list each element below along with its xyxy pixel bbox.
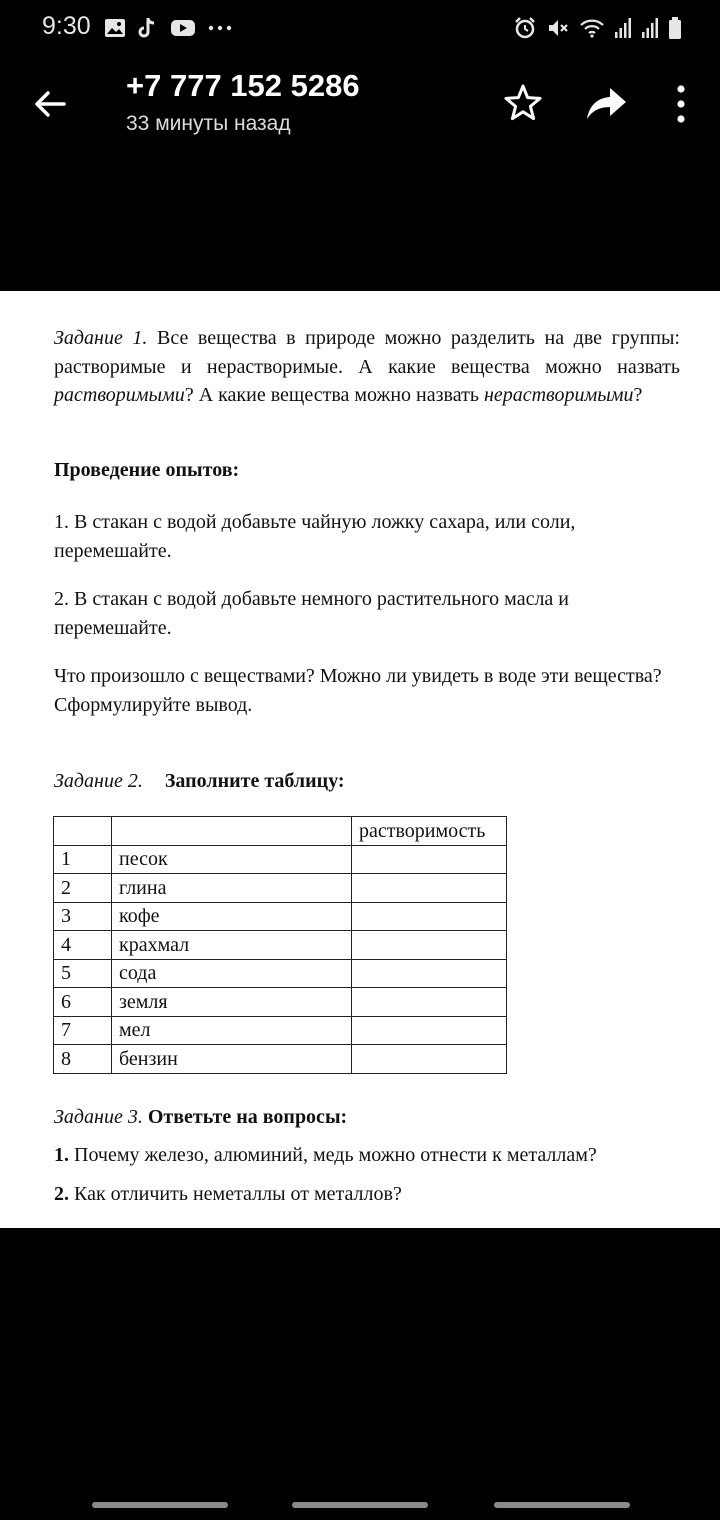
task1-italic-b: нерастворимыми: [483, 384, 634, 406]
nav-home-button[interactable]: [292, 1502, 428, 1508]
signal-icon: [641, 17, 659, 39]
table-row: [54, 931, 507, 960]
solubility-cell: [352, 902, 507, 931]
task3-question-2: [54, 1180, 680, 1209]
solubility-cell: [352, 959, 507, 988]
solubility-cell: [352, 988, 507, 1017]
solubility-cell: [352, 1016, 507, 1045]
experiment-step-1: 1. В стакан с водой добавьте чайную ложку сахара, или соли, перемешайте.: [54, 511, 576, 562]
message-time: 33 минуты назад: [126, 112, 291, 135]
gallery-icon: [104, 18, 126, 38]
task1-text-b: ? А какие вещества можно назвать: [184, 384, 484, 406]
task1-italic-a: растворимыми: [54, 384, 185, 406]
substance-name: земля: [112, 988, 352, 1017]
solubility-cell: [352, 1045, 507, 1074]
solubility-cell: [352, 845, 507, 874]
status-time: 9:30: [42, 12, 91, 40]
task3-question-1: [54, 1141, 680, 1170]
row-number: 2: [54, 874, 112, 903]
wifi-icon: [579, 17, 605, 39]
table-row: [54, 959, 507, 988]
back-arrow-icon[interactable]: [30, 84, 70, 124]
row-number: 3: [54, 902, 112, 931]
solubility-cell: [352, 931, 507, 960]
question-2-number: 2.: [54, 1183, 69, 1205]
row-number: 5: [54, 959, 112, 988]
substance-name: крахмал: [112, 931, 352, 960]
table-row: [54, 988, 507, 1017]
substance-name: сода: [112, 959, 352, 988]
signal-icon: [614, 17, 632, 39]
solubility-cell: [352, 874, 507, 903]
nav-back-button[interactable]: [494, 1502, 630, 1508]
task2-label: Задание 2.: [54, 770, 143, 792]
row-number: 4: [54, 931, 112, 960]
task3-label: Задание 3.: [54, 1106, 143, 1128]
task2-heading: Заполните таблицу:: [164, 770, 345, 792]
question-1-number: 1.: [54, 1144, 69, 1166]
task1-text-c: ?: [633, 384, 643, 406]
contact-title: +7 777 152 5286: [126, 68, 360, 103]
substance-name: мел: [112, 1016, 352, 1045]
task3-line: [54, 1103, 680, 1132]
table-row: [54, 845, 507, 874]
task1-text-a: Все вещества в природе можно разделить на две группы: растворимые и нерастворимые. А какие вещества можно назвать: [54, 327, 680, 378]
status-bar: [0, 0, 720, 56]
substance-name: кофе: [112, 902, 352, 931]
substance-name: песок: [112, 845, 352, 874]
alarm-icon: [513, 16, 537, 40]
table-row: [54, 1016, 507, 1045]
experiment-step-2: 2. В стакан с водой добавьте немного растительного масла и перемешайте.: [54, 588, 570, 639]
row-number: 7: [54, 1016, 112, 1045]
row-number: 1: [54, 845, 112, 874]
more-dots-icon: [208, 24, 232, 32]
document-image[interactable]: [0, 291, 720, 1228]
mute-icon: [546, 16, 570, 40]
question-2-text: Как отличить неметаллы от металлов?: [69, 1183, 402, 1205]
substance-name: глина: [112, 874, 352, 903]
table-header-cell: растворимость: [352, 817, 507, 846]
row-number: 8: [54, 1045, 112, 1074]
task1-label: Задание 1.: [54, 327, 148, 349]
table-row: [54, 1045, 507, 1074]
battery-icon: [668, 16, 682, 40]
more-vert-icon[interactable]: [668, 82, 694, 126]
task3-heading: Ответьте на вопросы:: [147, 1106, 348, 1128]
task2-line: [54, 767, 680, 796]
task1-paragraph: [54, 324, 680, 410]
app-bar: [0, 56, 720, 156]
experiments-heading: Проведение опытов:: [54, 459, 240, 481]
table-header-cell: [54, 817, 112, 846]
solubility-table: [53, 816, 507, 1074]
nav-recents-button[interactable]: [92, 1502, 228, 1508]
youtube-icon: [170, 18, 196, 38]
row-number: 6: [54, 988, 112, 1017]
table-header-cell: [112, 817, 352, 846]
conclusion-question: Что произошло с веществами? Можно ли увидеть в воде эти вещества? Сформулируйте вывод.: [54, 665, 662, 716]
tiktok-icon: [138, 17, 158, 39]
question-1-text: Почему железо, алюминий, медь можно отнести к металлам?: [69, 1144, 597, 1166]
star-icon[interactable]: [502, 82, 544, 124]
substance-name: бензин: [112, 1045, 352, 1074]
table-row: [54, 902, 507, 931]
table-header-row: [54, 817, 507, 846]
table-row: [54, 874, 507, 903]
share-forward-icon[interactable]: [584, 84, 628, 124]
